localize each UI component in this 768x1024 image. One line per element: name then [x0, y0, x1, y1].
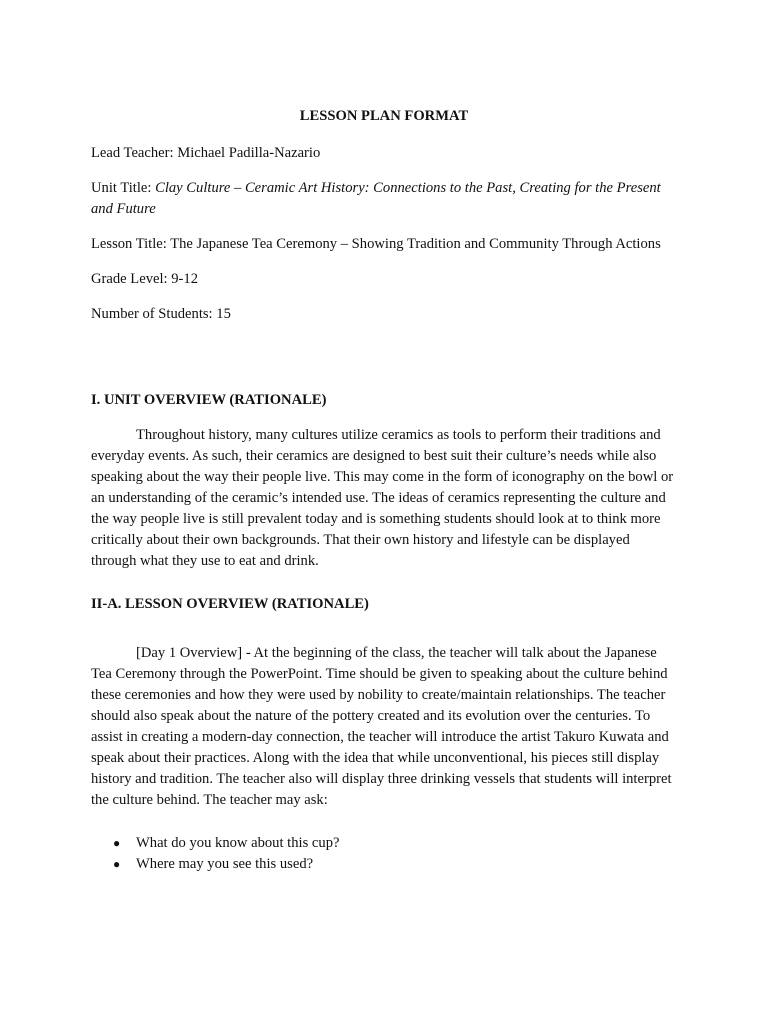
section-paragraph-lesson-overview: [Day 1 Overview] - At the beginning of the class, the teacher will talk about the Japanese Tea Ceremony through the PowerPoint. Time should be given to speaking about the culture behind these ceremonies and how they were used by nobility to create/maintain relationships. The teacher should also speak about the nature of the pottery created and its evolution over the centuries. To assist in creating a modern-day connection, the teacher will introduce the artist Takuro Kuwata and speak about their practices. Along with the idea that while unconventional, his pieces still display history and tradition. The teacher also will display three drinking vessels that students will interpret the culture behind. The teacher may ask: — [91, 645, 672, 808]
grade-level-field — [91, 269, 677, 290]
lead-teacher-value: Michael Padilla-Nazario — [177, 145, 321, 161]
spacer — [91, 629, 677, 643]
section-heading-unit-overview: I. UNIT OVERVIEW (RATIONALE) — [91, 392, 327, 408]
number-of-students-value: 15 — [216, 306, 231, 322]
bullet-icon: ● — [113, 857, 121, 871]
grade-level-label: Grade Level: — [91, 271, 168, 287]
list-item-text: What do you know about this cup? — [136, 835, 340, 851]
unit-title-label: Unit Title: — [91, 180, 152, 196]
section-paragraph-unit-overview: Throughout history, many cultures utilize ceramics as tools to perform their traditions and everyday events. As such, their ceramics are designed to best suit their culture’s needs while also speaking about the way their people live. This may come in the form of iconography on the bowl or an understanding of the ceramic’s intended use. The ideas of ceramics representing the culture and the way people live is still prevalent today and is something students should look at to think more critically about their own backgrounds. That their own history and lifestyle can be displayed through what they use to eat and drink. — [91, 427, 674, 569]
unit-title-value: Clay Culture – Ceramic Art History: Connections to the Past, Creating for the Present and Future — [91, 180, 661, 217]
list-item — [113, 833, 677, 854]
number-of-students-field — [91, 304, 677, 325]
lesson-title-field — [91, 234, 677, 255]
spacer — [91, 339, 677, 390]
list-item-text: Where may you see this used? — [136, 856, 314, 872]
lead-teacher-label: Lead Teacher: — [91, 145, 174, 161]
document-title: LESSON PLAN FORMAT — [299, 108, 469, 124]
bullet-icon: ● — [113, 836, 121, 850]
list-item — [113, 854, 677, 875]
lesson-title-value: The Japanese Tea Ceremony – Showing Tradition and Community Through Actions — [170, 236, 661, 252]
question-list — [91, 833, 677, 875]
lead-teacher-field — [91, 143, 677, 164]
grade-level-value: 9-12 — [171, 271, 198, 287]
number-of-students-label: Number of Students: — [91, 306, 213, 322]
document-page — [91, 106, 677, 875]
lesson-title-label: Lesson Title: — [91, 236, 167, 252]
section-heading-lesson-overview: II-A. LESSON OVERVIEW (RATIONALE) — [91, 596, 369, 612]
unit-title-field — [91, 178, 677, 220]
